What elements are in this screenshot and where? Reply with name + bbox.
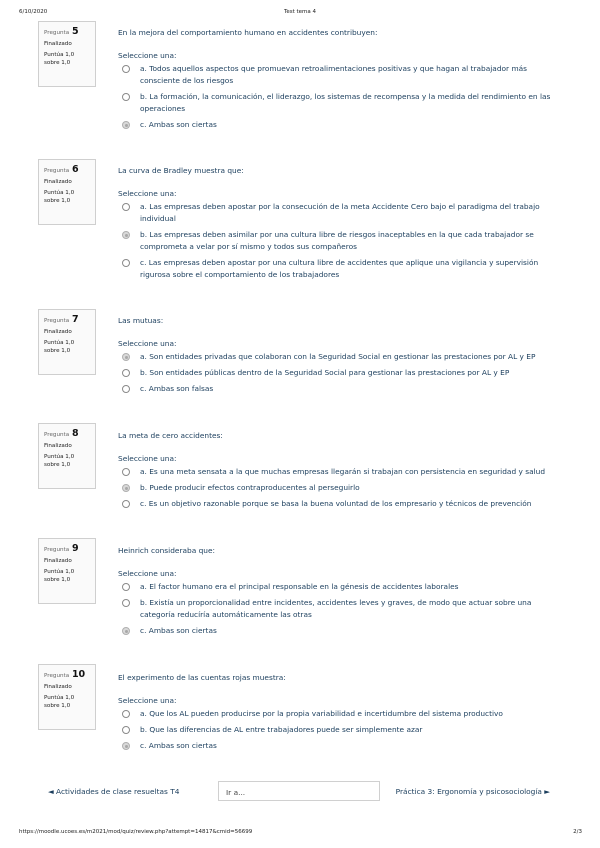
answer-option[interactable] [118, 581, 558, 593]
question-label: Pregunta [44, 432, 70, 438]
answer-option[interactable] [118, 482, 558, 494]
print-header [0, 9, 600, 19]
question-content [118, 545, 558, 641]
answer-prompt: Seleccione una: [118, 51, 177, 60]
question-text: El experimento de las cuentas rojas muestra: [118, 673, 286, 682]
question-label: Pregunta [44, 168, 70, 174]
radio-button[interactable] [122, 484, 130, 492]
answer-text: b. Que las diferencias de AL entre trabajadores puede ser simplemente azar [140, 725, 423, 734]
answer-option[interactable] [118, 63, 558, 87]
next-activity-link[interactable]: Práctica 3: Ergonomía y psicosociología ► [395, 787, 550, 796]
answer-list [118, 581, 558, 637]
answer-option[interactable] [118, 597, 558, 621]
question-text: La curva de Bradley muestra que: [118, 166, 244, 175]
answer-option[interactable] [118, 91, 558, 115]
question-label: Pregunta [44, 318, 70, 324]
activity-navigation [38, 781, 558, 803]
radio-button[interactable] [122, 726, 130, 734]
answer-text: b. Las empresas deben asimilar por una cultura libre de riesgos inaceptables en la que cada trabajador se comprometa a velar por sí mismo y todos sus compañeros [140, 230, 534, 251]
answer-option[interactable] [118, 708, 558, 720]
radio-button[interactable] [122, 203, 130, 211]
answer-option[interactable] [118, 625, 558, 637]
answer-prompt: Seleccione una: [118, 569, 177, 578]
answer-text: c. Ambas son ciertas [140, 120, 217, 129]
question-number: 9 [71, 543, 79, 554]
question-number: 5 [71, 26, 79, 37]
answer-text: b. Existía un proporcionalidad entre incidentes, accidentes leves y graves, de modo que actuar sobre una categoría reducíría automáticamente las otras [140, 598, 532, 619]
question-grade: Puntúa 1,0 sobre 1,0 [44, 52, 75, 66]
question-grade: Puntúa 1,0 sobre 1,0 [44, 190, 75, 204]
answer-option[interactable] [118, 119, 558, 131]
answer-list [118, 63, 558, 131]
question-content [118, 672, 558, 756]
question-number: 6 [71, 164, 79, 175]
question-number: 10 [71, 669, 86, 680]
question-grade: Puntúa 1,0 sobre 1,0 [44, 695, 75, 709]
radio-button[interactable] [122, 599, 130, 607]
question-info [38, 21, 96, 87]
answer-option[interactable] [118, 201, 558, 225]
answer-text: c. Ambas son falsas [140, 384, 214, 393]
question-content [118, 430, 558, 514]
radio-button[interactable] [122, 231, 130, 239]
radio-button[interactable] [122, 65, 130, 73]
answer-option[interactable] [118, 257, 558, 281]
radio-button[interactable] [122, 259, 130, 267]
question-content [118, 27, 558, 135]
radio-button[interactable] [122, 500, 130, 508]
answer-option[interactable] [118, 498, 558, 510]
question-grade: Puntúa 1,0 sobre 1,0 [44, 569, 75, 583]
answer-list [118, 201, 558, 281]
answer-list [118, 466, 558, 510]
question-grade: Puntúa 1,0 sobre 1,0 [44, 454, 75, 468]
prev-activity-link[interactable]: ◄ Actividades de clase resueltas T4 [48, 787, 180, 796]
answer-text: a. Que los AL pueden producirse por la propia variabilidad e incertidumbre del sistema productivo [140, 709, 503, 718]
question-state: Finalizado [44, 558, 72, 564]
answer-list [118, 708, 558, 752]
answer-text: b. La formación, la comunicación, el liderazgo, los sistemas de recompensa y la medida del rendimiento en las operaciones [140, 92, 551, 113]
answer-prompt: Seleccione una: [118, 696, 177, 705]
question-grade: Puntúa 1,0 sobre 1,0 [44, 340, 75, 354]
question-text: En la mejora del comportamiento humano en accidentes contribuyen: [118, 28, 378, 37]
answer-text: a. Todos aquellos aspectos que promuevan retroalimentaciones positivas y que hagan al trabajador más consciente de los riesgos [140, 64, 528, 85]
question-info [38, 309, 96, 375]
question-text: La meta de cero accidentes: [118, 431, 223, 440]
answer-option[interactable] [118, 724, 558, 736]
radio-button[interactable] [122, 468, 130, 476]
answer-text: c. Ambas son ciertas [140, 741, 217, 750]
question-label: Pregunta [44, 547, 70, 553]
answer-text: b. Puede producir efectos contraproducentes al perseguirlo [140, 483, 360, 492]
radio-button[interactable] [122, 583, 130, 591]
radio-button[interactable] [122, 710, 130, 718]
question-state: Finalizado [44, 329, 72, 335]
question-text: Heinrich consideraba que: [118, 546, 215, 555]
answer-option[interactable] [118, 383, 558, 395]
question-info [38, 423, 96, 489]
answer-list [118, 351, 558, 395]
answer-text: c. Es un objetivo razonable porque se basa la buena voluntad de los empresario y técnicos de prevención [140, 499, 532, 508]
radio-button[interactable] [122, 627, 130, 635]
answer-text: a. Las empresas deben apostar por la consecución de la meta Accidente Cero bajo el paradigma del trabajo individual [140, 202, 540, 223]
question-number: 8 [71, 428, 79, 439]
radio-button[interactable] [122, 369, 130, 377]
answer-prompt: Seleccione una: [118, 189, 177, 198]
radio-button[interactable] [122, 353, 130, 361]
question-state: Finalizado [44, 684, 72, 690]
page-number: 2/3 [573, 829, 582, 835]
question-state: Finalizado [44, 179, 72, 185]
print-date: 6/10/2020 [19, 9, 48, 15]
answer-text: b. Son entidades públicas dentro de la Seguridad Social para gestionar las prestaciones por AL y EP [140, 368, 510, 377]
answer-text: a. Es una meta sensata a la que muchas empresas llegarán si trabajan con persistencia en seguridad y salud [140, 467, 546, 476]
print-title: Test tema 4 [283, 9, 317, 15]
question-number: 7 [71, 314, 79, 325]
answer-option[interactable] [118, 351, 558, 363]
radio-button[interactable] [122, 121, 130, 129]
answer-option[interactable] [118, 229, 558, 253]
question-text: Las mutuas: [118, 316, 164, 325]
answer-option[interactable] [118, 466, 558, 478]
jump-to-select[interactable]: Ir a... [218, 781, 380, 801]
question-info [38, 538, 96, 604]
question-state: Finalizado [44, 41, 72, 47]
radio-button[interactable] [122, 742, 130, 750]
question-info [38, 159, 96, 225]
question-label: Pregunta [44, 30, 70, 36]
answer-option[interactable] [118, 367, 558, 379]
answer-option[interactable] [118, 740, 558, 752]
radio-button[interactable] [122, 93, 130, 101]
answer-text: c. Ambas son ciertas [140, 626, 217, 635]
answer-prompt: Seleccione una: [118, 454, 177, 463]
question-info [38, 664, 96, 730]
answer-text: a. Son entidades privadas que colaboran con la Seguridad Social en gestionar las prestaciones por AL y EP [140, 352, 536, 361]
question-content [118, 165, 558, 285]
question-state: Finalizado [44, 443, 72, 449]
print-url: https://moodle.ucoes.es/m2021/mod/quiz/review.php?attempt=14817&cmid=56699 [19, 829, 253, 835]
answer-text: c. Las empresas deben apostar por una cultura libre de accidentes que aplique una vigilancia y supervisión rigurosa sobre el comportamiento de los trabajadores [140, 258, 539, 279]
answer-text: a. El factor humano era el principal responsable en la génesis de accidentes laborales [140, 582, 459, 591]
question-label: Pregunta [44, 673, 70, 679]
radio-button[interactable] [122, 385, 130, 393]
answer-prompt: Seleccione una: [118, 339, 177, 348]
question-content [118, 315, 558, 399]
